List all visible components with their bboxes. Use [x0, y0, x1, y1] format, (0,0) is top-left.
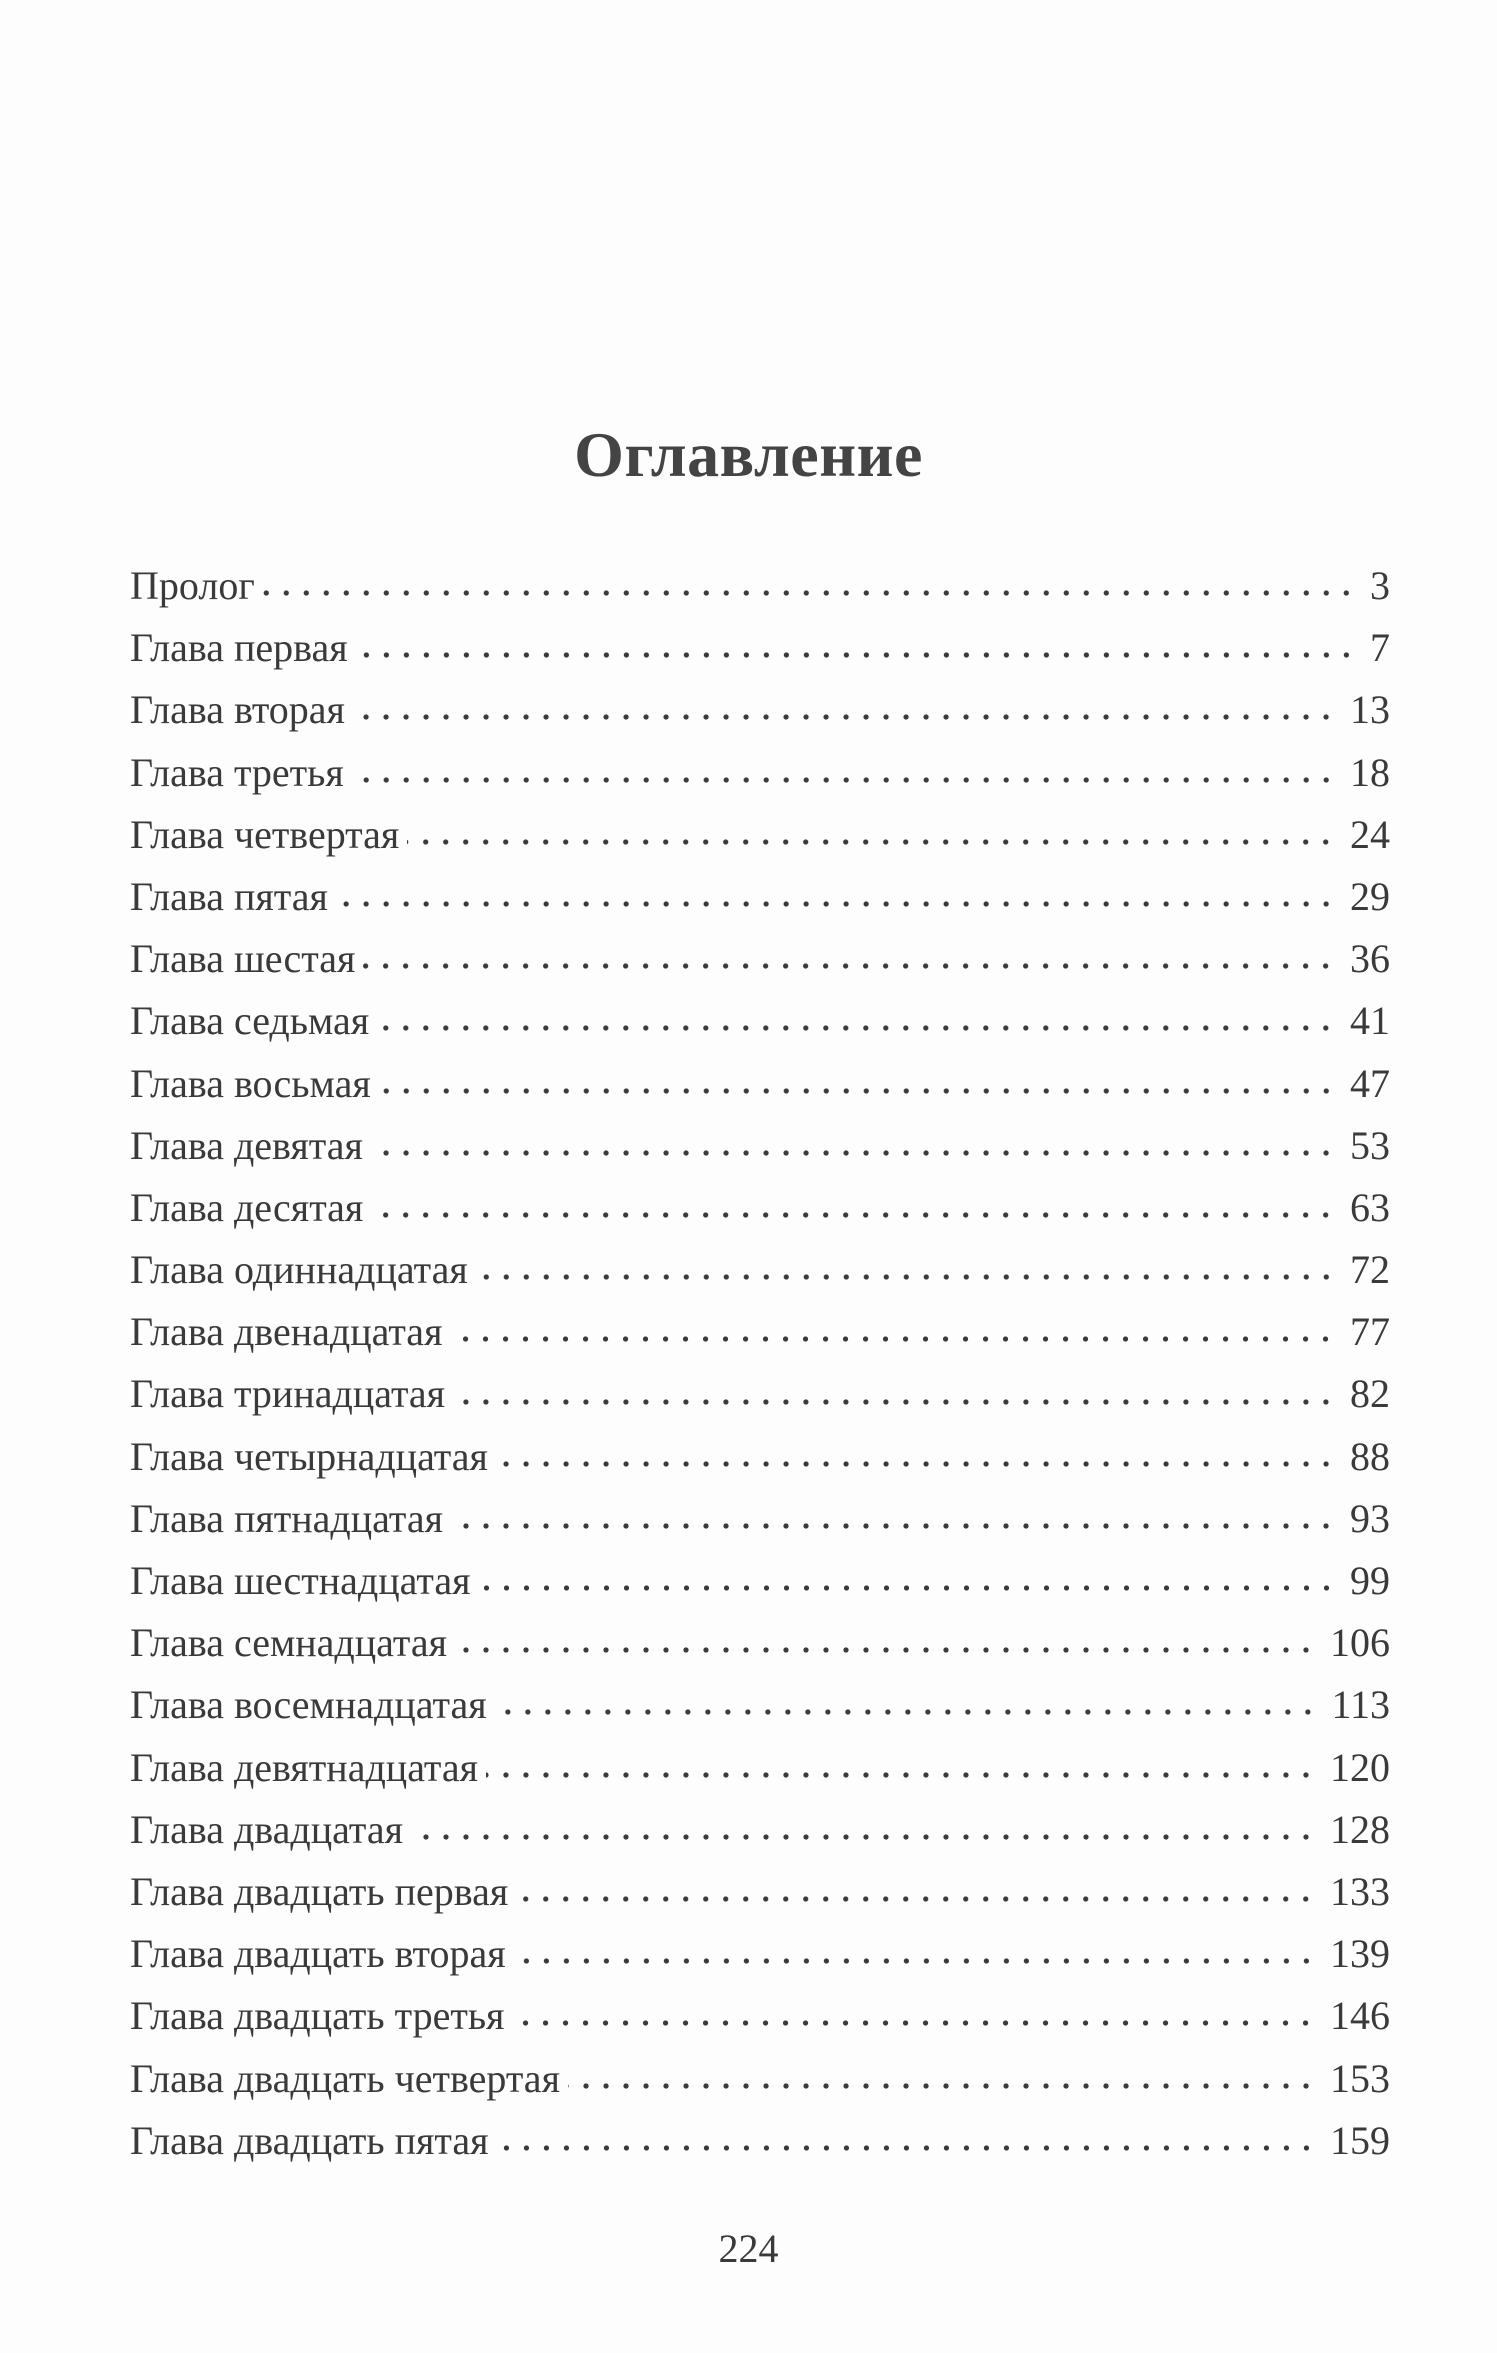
page-number: 224	[718, 2226, 779, 2271]
dot-leader	[486, 1772, 1316, 1778]
toc-entry	[130, 1488, 1390, 1550]
dot-leader	[455, 1647, 1316, 1653]
toc-entry	[130, 928, 1390, 990]
toc-entry	[130, 1612, 1390, 1674]
dot-leader	[476, 1274, 1336, 1280]
toc-entry-page: 3	[1370, 563, 1390, 608]
toc-entry-label: Глава девятая	[130, 1122, 363, 1168]
toc-entry-page: 128	[1330, 1806, 1390, 1852]
toc-entry-label: Глава пятнадцатая	[130, 1495, 443, 1541]
toc-entry	[130, 679, 1390, 741]
toc-entry-label: Глава двадцать четвертая	[130, 2055, 560, 2101]
toc-entry-label: Глава восьмая	[130, 1060, 371, 1106]
toc-entry	[130, 1737, 1390, 1799]
table-of-contents	[130, 555, 1390, 2172]
dot-leader	[352, 777, 1336, 783]
toc-entry	[130, 804, 1390, 866]
toc-entry-label: Глава шестая	[130, 936, 356, 982]
toc-entry-label: Глава девятнадцатая	[130, 1744, 479, 1790]
toc-entry-label: Глава первая	[130, 625, 348, 671]
toc-entry-label: Глава пятая	[130, 873, 328, 919]
toc-entry-page: 159	[1330, 2117, 1390, 2163]
toc-entry-label: Глава тринадцатая	[130, 1371, 446, 1417]
page-title: Оглавление	[574, 419, 923, 490]
dot-leader	[514, 1958, 1316, 1964]
toc-entry-page: 13	[1350, 687, 1390, 733]
dot-leader	[512, 2020, 1316, 2026]
toc-entry	[130, 1177, 1390, 1239]
dot-leader	[363, 963, 1336, 969]
dot-leader	[450, 1336, 1336, 1342]
toc-entry-page: 36	[1350, 936, 1390, 982]
toc-entry	[130, 990, 1390, 1052]
toc-entry-label: Глава десятая	[130, 1184, 364, 1230]
dot-leader	[407, 839, 1336, 845]
dot-leader	[497, 2145, 1316, 2151]
toc-entry-label: Глава одиннадцатая	[130, 1247, 468, 1293]
toc-entry-label: Пролог	[130, 563, 255, 608]
dot-leader	[371, 1212, 1336, 1218]
toc-entry-page: 133	[1330, 1868, 1390, 1914]
toc-entry	[130, 866, 1390, 928]
toc-entry-page: 41	[1350, 998, 1390, 1044]
toc-entry-page: 63	[1350, 1184, 1390, 1230]
toc-entry-page: 93	[1350, 1495, 1390, 1541]
toc-entry-page: 47	[1350, 1060, 1390, 1106]
toc-entry	[130, 1550, 1390, 1612]
toc-entry	[130, 1239, 1390, 1301]
dot-leader	[336, 901, 1336, 907]
dot-leader	[411, 1834, 1316, 1840]
toc-entry	[130, 617, 1390, 679]
toc-entry-label: Глава двадцать пятая	[130, 2117, 489, 2163]
toc-entry-label: Глава семнадцатая	[130, 1620, 448, 1666]
toc-entry	[130, 555, 1390, 617]
toc-entry-label: Глава четвертая	[130, 811, 400, 857]
toc-entry-page: 82	[1350, 1371, 1390, 1417]
toc-entry-label: Глава шестнадцатая	[130, 1558, 471, 1603]
toc-entry-page: 106	[1330, 1620, 1390, 1666]
dot-leader	[479, 1585, 1337, 1591]
toc-entry	[130, 2110, 1390, 2172]
toc-entry	[130, 1985, 1390, 2047]
toc-entry	[130, 1674, 1390, 1736]
toc-entry-label: Глава четырнадцатая	[130, 1433, 488, 1479]
toc-entry	[130, 1115, 1390, 1177]
toc-entry-label: Глава вторая	[130, 687, 345, 733]
toc-entry-page: 77	[1350, 1309, 1390, 1355]
toc-entry-page: 29	[1350, 873, 1390, 919]
dot-leader	[453, 1399, 1336, 1405]
toc-entry-page: 99	[1350, 1558, 1390, 1603]
toc-entry-page: 88	[1350, 1433, 1390, 1479]
toc-entry-page: 18	[1350, 749, 1390, 795]
toc-entry	[130, 2048, 1390, 2110]
toc-entry-label: Глава двенадцатая	[130, 1309, 443, 1355]
toc-entry	[130, 1861, 1390, 1923]
toc-entry-page: 113	[1331, 1682, 1390, 1728]
toc-entry-label: Глава двадцатая	[130, 1806, 404, 1852]
dot-leader	[263, 590, 1356, 596]
toc-entry-page: 139	[1330, 1931, 1390, 1977]
dot-leader	[495, 1709, 1318, 1715]
toc-entry	[130, 1799, 1390, 1861]
toc-entry-page: 53	[1350, 1122, 1390, 1168]
toc-entry	[130, 1363, 1390, 1425]
dot-leader	[356, 652, 1356, 658]
dot-leader	[516, 1896, 1316, 1902]
toc-entry	[130, 1301, 1390, 1363]
toc-entry-label: Глава седьмая	[130, 998, 370, 1044]
toc-entry	[130, 1053, 1390, 1115]
toc-entry-page: 120	[1330, 1744, 1390, 1790]
toc-entry-label: Глава двадцать третья	[130, 1993, 505, 2039]
toc-entry-label: Глава двадцать первая	[130, 1868, 509, 1914]
toc-entry-page: 146	[1330, 1993, 1390, 2039]
toc-entry-label: Глава двадцать вторая	[130, 1931, 506, 1977]
dot-leader	[568, 2083, 1316, 2089]
toc-entry	[130, 1923, 1390, 1985]
toc-entry	[130, 1426, 1390, 1488]
toc-entry-label: Глава третья	[130, 749, 344, 795]
dot-leader	[496, 1461, 1336, 1467]
toc-entry-label: Глава восемнадцатая	[130, 1682, 487, 1728]
toc-entry-page: 153	[1330, 2055, 1390, 2101]
dot-leader	[371, 1150, 1336, 1156]
toc-entry-page: 24	[1350, 811, 1390, 857]
dot-leader	[353, 714, 1336, 720]
toc-entry-page: 72	[1350, 1247, 1390, 1293]
toc-entry-page: 7	[1370, 625, 1390, 671]
dot-leader	[451, 1523, 1336, 1529]
dot-leader	[379, 1088, 1336, 1094]
dot-leader	[377, 1025, 1336, 1031]
toc-entry	[130, 742, 1390, 804]
